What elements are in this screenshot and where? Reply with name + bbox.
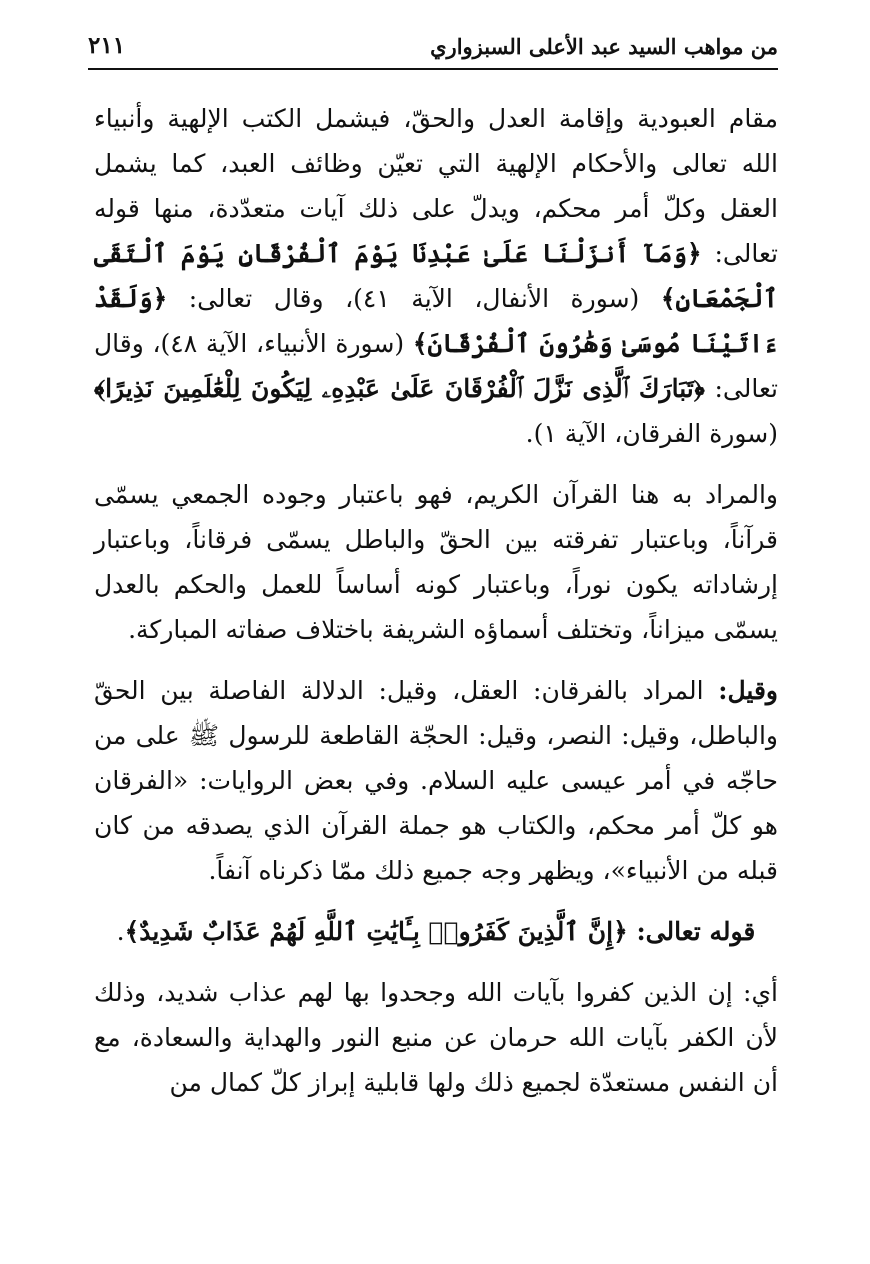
page-header	[88, 28, 778, 70]
text-segment: (سورة الفرقان، الآية ١).	[525, 419, 778, 448]
text-segment: (سورة الأنفال، الآية ٤١)، وقال تعالى:	[167, 284, 661, 313]
quran-quote: ﴿تَبَارَكَ ٱلَّذِى نَزَّلَ ٱلْفُرْقَانَ عَلَىٰ عَبْدِهِۦ لِيَكُونَ لِلْعَٰلَمِينَ نَذِيرًا﴾	[94, 374, 705, 403]
paragraph-4	[94, 970, 778, 1105]
text-segment: (سورة الأنبياء، الآية ٤٨)، وقال تعالى:	[94, 329, 778, 403]
text-segment: مقام العبودية وإقامة العدل والحقّ، فيشمل الكتب الإلهية وأنبياء الله تعالى والأحكام الإلهية التي تعيّن وظائف العبد، كما يشمل العقل وكلّ أمر محكم، ويدلّ على ذلك آيات متعدّدة، منها قوله تعالى:	[94, 104, 778, 268]
quran-quote: ﴿وَلَقَدْ ءَاتَيْنَا مُوسَىٰ وَهَٰرُونَ ٱلْفُرْقَانَ﴾	[94, 284, 779, 358]
verse-heading-tail: .	[116, 917, 125, 946]
body-text	[94, 96, 778, 1105]
quran-quote: ﴿وَمَآ أَنزَلْنَا عَلَىٰ عَبْدِنَا يَوْمَ ٱلْفُرْقَانِ يَوْمَ ٱلْتَقَى ٱلْجَمْعَانِ﴾	[94, 239, 779, 313]
text-segment: المراد بالفرقان: العقل، وقيل: الدلالة الفاصلة بين الحقّ والباطل، وقيل: النصر، وقيل: الحجّة القاطعة للرسول ﷺ على من حاجّه في أمر عيسى عليه السلام. وفي بعض الروايات: «الفرقان هو كلّ أمر محكم، والكتاب هو جملة القرآن الذي يصدقه من كان قبله من الأنبياء»، ويظهر وجه جميع ذلك ممّا ذكرناه آنفاً.	[94, 676, 778, 885]
page-number: ٢١١	[88, 32, 126, 59]
lead-word: وقيل:	[718, 676, 778, 705]
verse-heading-lead: قوله تعالى:	[636, 917, 756, 946]
text-segment: أي: إن الذين كفروا بآيات الله وجحدوا بها لهم عذاب شديد، وذلك لأن الكفر بآيات الله حرمان عن منبع النور والهداية والسعادة، مع أن النفس مستعدّة لجميع ذلك ولها قابلية إبراز كلّ كمال من	[94, 978, 778, 1097]
quran-quote: ﴿إِنَّ ٱلَّذِينَ كَفَرُوا۟ بِـَٔايَٰتِ ٱللَّهِ لَهُمْ عَذَابٌ شَدِيدٌ﴾	[124, 917, 637, 946]
verse-heading	[94, 909, 778, 954]
paragraph-3	[94, 668, 778, 893]
running-title: من مواهب السيد عبد الأعلى السبزواري	[430, 34, 778, 59]
paragraph-2	[94, 472, 778, 652]
paragraph-1	[94, 96, 778, 456]
text-segment: والمراد به هنا القرآن الكريم، فهو باعتبار وجوده الجمعي يسمّى قرآناً، وباعتبار تفرقته بين الحقّ والباطل يسمّى فرقاناً، وباعتبار إرشاداته يكون نوراً، وباعتبار كونه أساساً للعمل والحكم بالعدل يسمّى ميزاناً، وتختلف أسماؤه الشريفة باختلاف صفاته المباركة.	[94, 480, 778, 644]
